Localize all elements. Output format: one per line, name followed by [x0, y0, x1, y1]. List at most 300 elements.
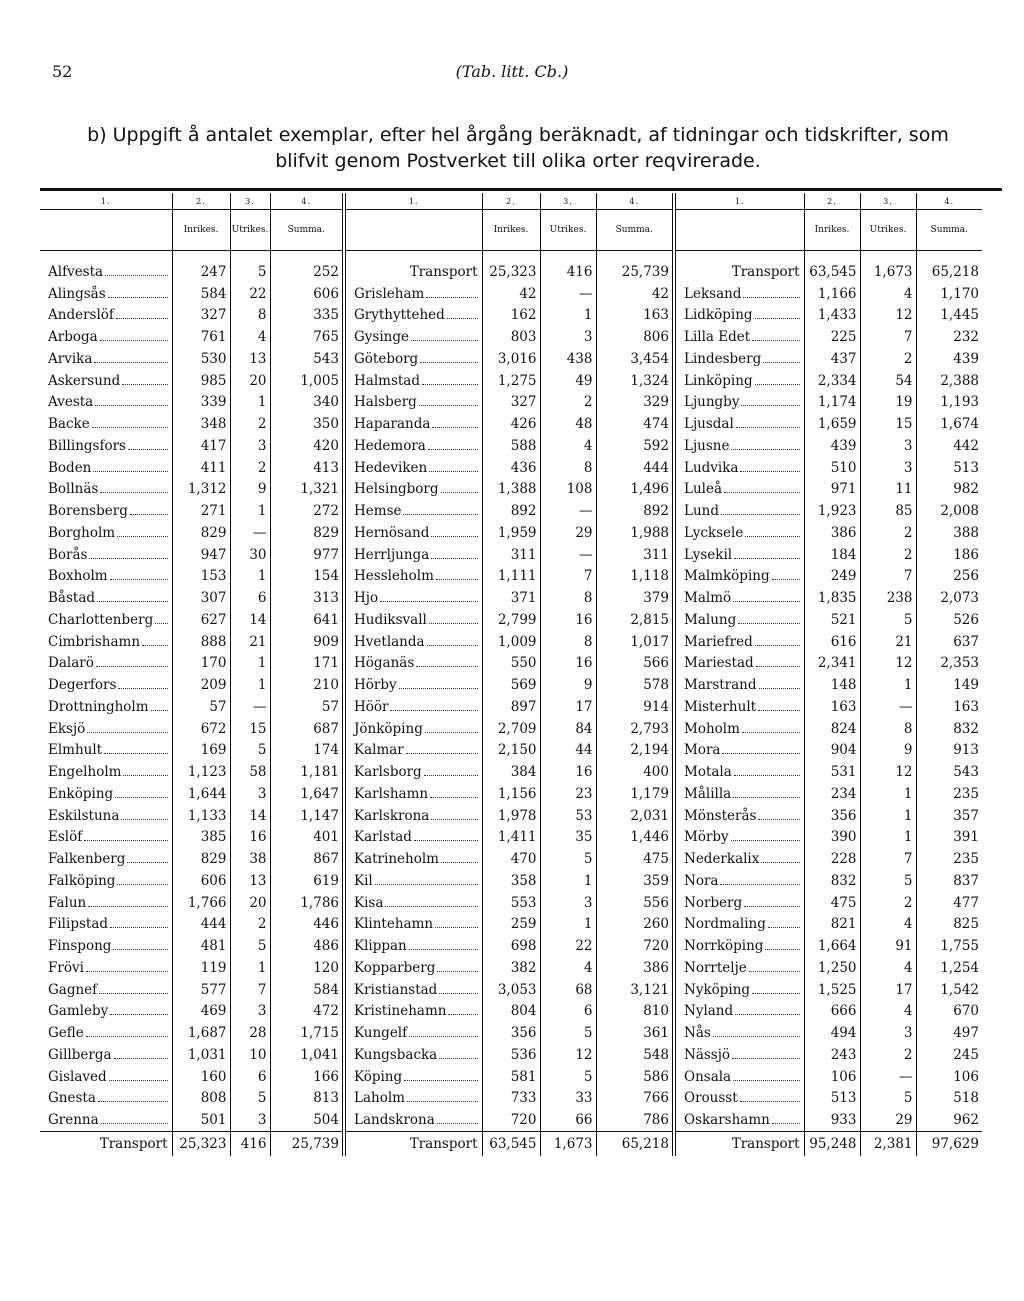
summa-value: 439	[916, 348, 982, 370]
table-block-3	[672, 193, 982, 1156]
summa-value: 2,194	[596, 740, 672, 762]
place-cell	[676, 979, 804, 1001]
place-cell	[676, 696, 804, 718]
transport-inrikes: 95,248	[804, 1132, 860, 1157]
inrikes-value: 225	[804, 326, 860, 348]
place-name: Degerfors	[48, 677, 117, 694]
place-cell	[346, 783, 482, 805]
summa-value: 1,181	[270, 761, 342, 783]
place-name: Båstad	[48, 590, 96, 607]
inrikes-value: 550	[482, 653, 540, 675]
place-name: Cimbrishamn	[48, 633, 141, 650]
place-name: Gislaved	[48, 1068, 107, 1085]
dot-leader	[755, 645, 800, 646]
table-row	[676, 435, 982, 457]
summa-value: 3,454	[596, 348, 672, 370]
place-cell	[346, 326, 482, 348]
utrikes-value: 10	[230, 1044, 270, 1066]
table-row	[40, 892, 342, 914]
place-cell	[676, 1066, 804, 1088]
place-cell	[346, 392, 482, 414]
summa-value: 379	[596, 587, 672, 609]
place-cell	[676, 587, 804, 609]
place-name: Ljungby	[684, 394, 740, 411]
summa-value: 174	[270, 740, 342, 762]
column-number: 3.	[540, 193, 596, 210]
inrikes-value: 513	[804, 1088, 860, 1110]
dot-leader	[114, 1058, 168, 1059]
inrikes-value: 243	[804, 1044, 860, 1066]
dot-leader	[763, 362, 799, 363]
utrikes-value: 35	[540, 827, 596, 849]
table-row	[676, 1109, 982, 1131]
utrikes-value: 9	[860, 740, 916, 762]
utrikes-value: 5	[540, 848, 596, 870]
dot-leader	[437, 971, 477, 972]
summa-value: 1,542	[916, 979, 982, 1001]
summa-value: 837	[916, 870, 982, 892]
place-name: Karlshamn	[354, 785, 429, 802]
utrikes-value: 44	[540, 740, 596, 762]
table-row	[40, 631, 342, 653]
utrikes-value: 1	[230, 566, 270, 588]
utrikes-value: 66	[540, 1109, 596, 1131]
inrikes-value: 494	[804, 1022, 860, 1044]
place-name: Ljusne	[684, 437, 730, 454]
place-cell	[40, 914, 172, 936]
summa-value: 3,121	[596, 979, 672, 1001]
place-leader	[354, 786, 482, 802]
summa-value: 592	[596, 435, 672, 457]
inrikes-value: 1,312	[172, 479, 230, 501]
summa-value: 914	[596, 696, 672, 718]
table-row	[40, 348, 342, 370]
utrikes-value: 5	[540, 1066, 596, 1088]
dot-leader	[425, 732, 478, 733]
summa-value: 442	[916, 435, 982, 457]
dot-leader	[116, 318, 168, 319]
place-cell	[40, 827, 172, 849]
place-leader	[48, 590, 172, 606]
place-leader	[354, 438, 482, 454]
dot-leader	[740, 1101, 800, 1102]
place-leader	[48, 286, 172, 302]
place-leader	[684, 307, 804, 323]
summa-value: 388	[916, 522, 982, 544]
place-cell	[676, 674, 804, 696]
summa-value: 504	[270, 1109, 342, 1131]
table-row	[346, 740, 672, 762]
column-number: 1.	[346, 193, 482, 210]
table-row	[676, 848, 982, 870]
utrikes-value: 12	[540, 1044, 596, 1066]
utrikes-value: 23	[540, 783, 596, 805]
summa-value: 186	[916, 544, 982, 566]
column-heading-utrikes: Utrikes.	[860, 210, 916, 251]
place-cell	[40, 1044, 172, 1066]
utrikes-value: 14	[230, 609, 270, 631]
inrikes-value: 436	[482, 457, 540, 479]
utrikes-value: 8	[540, 587, 596, 609]
place-name: Hedeviken	[354, 459, 428, 476]
place-name: Enköping	[48, 785, 114, 802]
place-name: Anderslöf	[48, 307, 114, 324]
table-row	[40, 696, 342, 718]
column-number-row	[676, 193, 982, 210]
transport-utrikes: 2,381	[860, 1132, 916, 1157]
place-leader	[48, 916, 172, 932]
utrikes-value: 5	[540, 1022, 596, 1044]
summa-value: 232	[916, 326, 982, 348]
place-name: Karlstad	[354, 829, 412, 846]
summa-value: 335	[270, 305, 342, 327]
place-cell	[346, 718, 482, 740]
utrikes-value: 19	[860, 392, 916, 414]
place-cell	[40, 935, 172, 957]
place-leader	[48, 634, 172, 650]
place-leader	[684, 525, 804, 541]
place-leader	[684, 938, 804, 954]
dot-leader	[744, 906, 799, 907]
place-name: Lilla Edet	[684, 329, 751, 346]
place-cell	[40, 544, 172, 566]
place-leader	[354, 982, 482, 998]
summa-value: 2,031	[596, 805, 672, 827]
utrikes-value: 438	[540, 348, 596, 370]
place-leader	[48, 1025, 172, 1041]
place-name: Falköping	[48, 872, 116, 889]
utrikes-value: 84	[540, 718, 596, 740]
place-cell	[676, 827, 804, 849]
dot-leader	[736, 427, 800, 428]
utrikes-value: 108	[540, 479, 596, 501]
place-cell	[676, 914, 804, 936]
table-row	[676, 457, 982, 479]
table-row	[676, 870, 982, 892]
place-leader	[354, 742, 482, 758]
inrikes-value: 327	[172, 305, 230, 327]
place-cell	[40, 392, 172, 414]
summa-value: 311	[596, 544, 672, 566]
inrikes-value: 437	[804, 348, 860, 370]
table-row	[346, 500, 672, 522]
dot-leader	[720, 884, 799, 885]
place-name: Misterhult	[684, 698, 757, 715]
summa-value: 556	[596, 892, 672, 914]
place-name: Nässjö	[684, 1046, 731, 1063]
summa-value: 806	[596, 326, 672, 348]
inrikes-value: 985	[172, 370, 230, 392]
place-leader	[354, 307, 482, 323]
place-leader	[684, 829, 804, 845]
dot-leader	[95, 405, 167, 406]
dot-leader	[404, 1080, 477, 1081]
dot-leader	[722, 753, 799, 754]
summa-value: 2,353	[916, 653, 982, 675]
inrikes-value: 1,664	[804, 935, 860, 957]
place-cell	[346, 761, 482, 783]
dot-leader	[743, 297, 799, 298]
place-cell	[40, 305, 172, 327]
inrikes-value: 577	[172, 979, 230, 1001]
table-row	[346, 870, 672, 892]
place-name: Norberg	[684, 894, 743, 911]
dot-leader	[97, 601, 167, 602]
inrikes-value: 1,388	[482, 479, 540, 501]
summa-value: 472	[270, 1001, 342, 1023]
place-name: Mönsterås	[684, 807, 757, 824]
place-leader	[48, 829, 172, 845]
utrikes-value: 5	[230, 740, 270, 762]
utrikes-value: 3	[540, 326, 596, 348]
dot-leader	[89, 558, 167, 559]
transport-label: Transport	[409, 263, 478, 280]
place-leader	[684, 1112, 804, 1128]
inrikes-value: 348	[172, 413, 230, 435]
summa-value: 1,321	[270, 479, 342, 501]
place-cell	[346, 609, 482, 631]
utrikes-value: 28	[230, 1022, 270, 1044]
dot-leader	[735, 1014, 799, 1015]
table-row	[40, 1066, 342, 1088]
inrikes-value: 209	[172, 674, 230, 696]
dot-leader	[101, 1123, 168, 1124]
summa-value: 1,017	[596, 631, 672, 653]
summa-value: 235	[916, 848, 982, 870]
summa-value: 786	[596, 1109, 672, 1131]
place-cell	[676, 631, 804, 653]
inrikes-value: 581	[482, 1066, 540, 1088]
place-cell	[40, 522, 172, 544]
inrikes-value: 569	[482, 674, 540, 696]
place-leader	[684, 873, 804, 889]
place-leader	[684, 460, 804, 476]
utrikes-value: 6	[230, 1066, 270, 1088]
table-row	[40, 457, 342, 479]
place-name: Malmköping	[684, 568, 770, 585]
dot-leader	[745, 536, 799, 537]
place-name: Göteborg	[354, 350, 419, 367]
utrikes-value: 2	[860, 1044, 916, 1066]
place-name: Hernösand	[354, 524, 430, 541]
dot-leader	[731, 449, 799, 450]
dot-leader	[390, 710, 477, 711]
dot-leader	[765, 949, 799, 950]
dot-leader	[380, 601, 477, 602]
place-name: Finspong	[48, 938, 112, 955]
place-cell	[346, 935, 482, 957]
place-leader	[684, 568, 804, 584]
summa-value: 1,118	[596, 566, 672, 588]
place-cell	[346, 348, 482, 370]
dot-leader	[752, 340, 799, 341]
utrikes-value: 5	[230, 251, 270, 283]
place-cell	[346, 457, 482, 479]
inrikes-value: 390	[804, 827, 860, 849]
place-leader	[354, 612, 482, 628]
summa-value: 252	[270, 251, 342, 283]
summa-value: 420	[270, 435, 342, 457]
table-row	[676, 479, 982, 501]
place-cell	[346, 566, 482, 588]
inrikes-value: 2,150	[482, 740, 540, 762]
utrikes-value: 20	[230, 370, 270, 392]
table-row	[676, 631, 982, 653]
table-row	[40, 914, 342, 936]
inrikes-value: 148	[804, 674, 860, 696]
place-leader	[684, 786, 804, 802]
place-leader	[684, 351, 804, 367]
summa-value: 1,496	[596, 479, 672, 501]
transport-utrikes: 1,673	[860, 251, 916, 283]
dot-leader	[151, 710, 168, 711]
summa-value: 210	[270, 674, 342, 696]
dot-leader	[734, 558, 799, 559]
dot-leader	[420, 362, 477, 363]
summa-value: 1,755	[916, 935, 982, 957]
place-leader	[48, 460, 172, 476]
place-cell	[676, 348, 804, 370]
place-cell	[346, 848, 482, 870]
dot-leader	[385, 906, 477, 907]
place-name: Nora	[684, 872, 719, 889]
dot-leader	[734, 775, 800, 776]
place-leader	[684, 808, 804, 824]
place-leader	[48, 438, 172, 454]
table-row	[346, 305, 672, 327]
inrikes-value: 536	[482, 1044, 540, 1066]
place-name: Boxholm	[48, 568, 108, 585]
column-heading-summa: Summa.	[916, 210, 982, 251]
dot-leader	[403, 514, 477, 515]
place-cell	[676, 1088, 804, 1110]
table-row	[676, 1001, 982, 1023]
place-cell	[346, 1066, 482, 1088]
place-name: Hvetlanda	[354, 633, 425, 650]
dot-leader	[123, 775, 167, 776]
utrikes-value: 16	[540, 653, 596, 675]
place-leader	[684, 438, 804, 454]
inrikes-value: 386	[804, 522, 860, 544]
place-cell	[676, 457, 804, 479]
place-leader	[48, 895, 172, 911]
summa-value: 2,008	[916, 500, 982, 522]
summa-value: 391	[916, 827, 982, 849]
place-cell	[40, 892, 172, 914]
place-name: Eslöf	[48, 829, 83, 846]
table-row	[676, 1022, 982, 1044]
dot-leader	[428, 449, 478, 450]
place-name: Ludvika	[684, 459, 739, 476]
column-number-row	[40, 193, 342, 210]
dot-leader	[104, 753, 167, 754]
table-row	[346, 566, 672, 588]
place-name: Malmö	[684, 590, 732, 607]
column-number: 3.	[860, 193, 916, 210]
inrikes-value: 153	[172, 566, 230, 588]
inrikes-value: 475	[804, 892, 860, 914]
place-cell	[346, 674, 482, 696]
table-row	[676, 587, 982, 609]
inrikes-value: 249	[804, 566, 860, 588]
inrikes-value: 358	[482, 870, 540, 892]
column-heading-place	[40, 210, 172, 251]
dot-leader	[436, 579, 478, 580]
place-name: Ljusdal	[684, 416, 734, 433]
column-number: 2.	[804, 193, 860, 210]
table-reference: (Tab. litt. Cb.)	[455, 62, 569, 81]
summa-value: 548	[596, 1044, 672, 1066]
place-cell	[676, 566, 804, 588]
transport-utrikes: 1,673	[540, 1132, 596, 1157]
column-number: 4.	[916, 193, 982, 210]
place-name: Lidköping	[684, 307, 753, 324]
inrikes-value: 1,123	[172, 761, 230, 783]
place-cell	[40, 609, 172, 631]
column-number: 1.	[676, 193, 804, 210]
place-name: Hedemora	[354, 437, 426, 454]
summa-value: 171	[270, 653, 342, 675]
summa-value: 386	[596, 957, 672, 979]
dot-leader	[733, 1080, 799, 1081]
place-name: Linköping	[684, 372, 753, 389]
summa-value: 513	[916, 457, 982, 479]
dot-leader	[98, 1101, 168, 1102]
place-name: Karlskrona	[354, 807, 430, 824]
data-table	[346, 193, 672, 1156]
inrikes-value: 892	[482, 500, 540, 522]
dot-leader	[99, 993, 167, 994]
inrikes-value: 481	[172, 935, 230, 957]
summa-value: 401	[270, 827, 342, 849]
dot-leader	[117, 884, 167, 885]
dot-leader	[127, 862, 167, 863]
transport-carry-row	[676, 251, 982, 283]
utrikes-value: 3	[860, 435, 916, 457]
place-leader	[48, 960, 172, 976]
table-row	[40, 435, 342, 457]
place-cell	[40, 631, 172, 653]
inrikes-value: 1,659	[804, 413, 860, 435]
summa-value: 1,988	[596, 522, 672, 544]
summa-value: 474	[596, 413, 672, 435]
dot-leader	[772, 1123, 800, 1124]
place-name: Bollnäs	[48, 481, 99, 498]
table-row	[676, 370, 982, 392]
inrikes-value: 184	[804, 544, 860, 566]
place-cell	[40, 251, 172, 283]
summa-value: 913	[916, 740, 982, 762]
place-cell	[676, 783, 804, 805]
dot-leader	[86, 1036, 168, 1037]
place-name: Gysinge	[354, 329, 409, 346]
place-name: Motala	[684, 764, 732, 781]
table-row	[676, 283, 982, 305]
place-cell	[40, 283, 172, 305]
dot-leader	[742, 732, 800, 733]
column-heading-utrikes: Utrikes.	[540, 210, 596, 251]
inrikes-value: 666	[804, 1001, 860, 1023]
transport-summa: 25,739	[596, 251, 672, 283]
utrikes-value: 3	[540, 892, 596, 914]
utrikes-value: 5	[230, 935, 270, 957]
place-name: Nordmaling	[684, 916, 766, 933]
place-leader	[354, 525, 482, 541]
place-leader	[684, 634, 804, 650]
dot-leader	[130, 514, 168, 515]
utrikes-value: 1	[540, 870, 596, 892]
place-leader	[354, 286, 482, 302]
